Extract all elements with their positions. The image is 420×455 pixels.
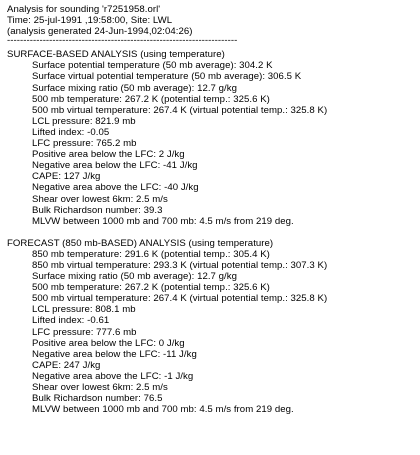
surface-line: Shear over lowest 6km: 2.5 m/s [32, 193, 168, 205]
report-generated: (analysis generated 24-Jun-1994,02:04:26) [7, 26, 193, 38]
report-title: Analysis for sounding 'r7251958.orl' [7, 4, 161, 15]
surface-line: Surface virtual potential temperature (50 mb average): 306.5 K [32, 71, 302, 83]
forecast-line: MLVW between 1000 mb and 700 mb: 4.5 m/s from 219 deg. [32, 404, 294, 416]
header-divider: ----------------------------------------------------------------------- [7, 37, 238, 46]
surface-line: LFC pressure: 765.2 mb [32, 138, 137, 150]
sounding-analysis-document [7, 4, 417, 415]
surface-line: 500 mb temperature: 267.2 K (potential temp.: 325.6 K) [32, 93, 270, 105]
surface-line: 500 mb virtual temperature: 267.4 K (virtual potential temp.: 325.8 K) [32, 104, 328, 116]
surface-line: Negative area below the LFC: -41 J/kg [32, 160, 198, 172]
forecast-line: 850 mb virtual temperature: 293.3 K (virtual potential temp.: 307.3 K) [32, 259, 328, 271]
surface-line: Bulk Richardson number: 39.3 [32, 204, 163, 216]
forecast-line: Lifted index: -0.61 [32, 315, 110, 327]
surface-line: Surface potential temperature (50 mb average): 304.2 K [32, 60, 273, 72]
forecast-line: Shear over lowest 6km: 2.5 m/s [32, 382, 168, 393]
surface-line: MLVW between 1000 mb and 700 mb: 4.5 m/s from 219 deg. [32, 215, 294, 227]
surface-line: Surface mixing ratio (50 mb average): 12.7 g/kg [32, 82, 237, 94]
surface-line: LCL pressure: 821.9 mb [32, 115, 136, 127]
forecast-line: Bulk Richardson number: 76.5 [32, 393, 163, 405]
forecast-line: 850 mb temperature: 291.6 K (potential temp.: 305.4 K) [32, 248, 270, 260]
report-time-site: Time: 25-jul-1991 ,19:58:00, Site: LWL [7, 15, 173, 27]
forecast-line: 500 mb virtual temperature: 267.4 K (virtual potential temp.: 325.8 K) [32, 293, 328, 305]
forecast-line: 500 mb temperature: 267.2 K (potential temp.: 325.6 K) [32, 282, 270, 294]
forecast-line: Positive area below the LFC: 0 J/kg [32, 337, 185, 349]
forecast-section-lines [7, 249, 417, 415]
forecast-section-title: FORECAST (850 mb-BASED) ANALYSIS (using temperature) [7, 237, 274, 249]
forecast-line: LCL pressure: 808.1 mb [32, 304, 136, 316]
forecast-line: CAPE: 247 J/kg [32, 359, 101, 371]
surface-section-lines [7, 60, 417, 226]
forecast-line: Negative area below the LFC: -11 J/kg [32, 348, 197, 360]
surface-section-title: SURFACE-BASED ANALYSIS (using temperature) [7, 49, 225, 61]
forecast-line: Negative area above the LFC: -1 J/kg [32, 370, 194, 382]
surface-line: Negative area above the LFC: -40 J/kg [32, 182, 199, 194]
forecast-line: LFC pressure: 777.6 mb [32, 326, 137, 338]
surface-line: Positive area below the LFC: 2 J/kg [32, 149, 185, 161]
surface-line: CAPE: 127 J/kg [32, 171, 101, 183]
spacer [7, 227, 417, 238]
forecast-line: Surface mixing ratio (50 mb average): 12.7 g/kg [32, 271, 237, 283]
surface-line: Lifted index: -0.05 [32, 126, 110, 138]
